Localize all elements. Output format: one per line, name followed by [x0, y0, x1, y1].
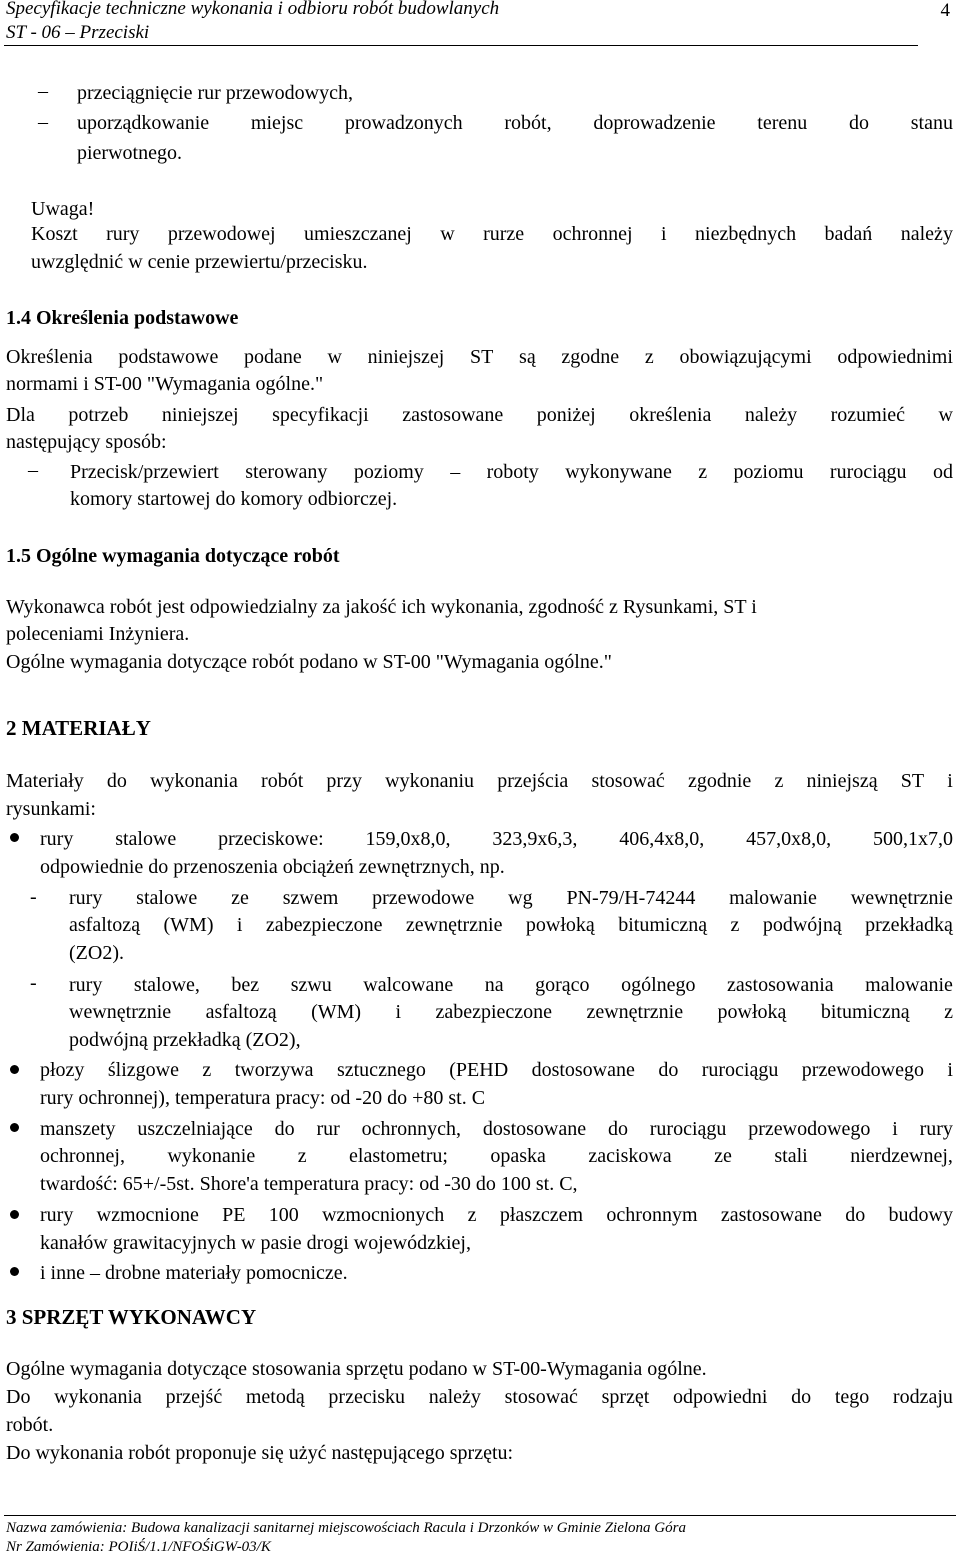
word: zewnętrznie: [586, 1001, 684, 1023]
word: przecisku: [328, 1386, 406, 1408]
bullet-line: [40, 826, 953, 852]
word: sterowany: [245, 461, 328, 483]
bullet-marker: [10, 1210, 19, 1219]
paragraph-line: [6, 402, 953, 428]
word: robót: [261, 770, 304, 792]
word: rodzaju: [892, 1386, 953, 1408]
word: poziomy: [353, 461, 424, 483]
word: podstawowe: [118, 346, 219, 368]
word: niniejszą: [806, 770, 878, 792]
footer-line: Nazwa zamówienia: Budowa kanalizacji sanitarnej miejscowościach Racula i Drzonków w Gminie Zielona Góra: [6, 1520, 686, 1536]
word: zastosowane: [402, 404, 504, 426]
word: wewnętrznie: [69, 1001, 172, 1023]
word: ogólnego: [621, 974, 696, 996]
bullet-marker: [10, 1123, 19, 1132]
word: miejsc: [250, 112, 304, 134]
word: z: [698, 461, 708, 483]
word: stosować: [591, 770, 665, 792]
header-title: Specyfikacje techniczne wykonania i odbioru robót budowlanych: [6, 0, 500, 19]
sub-item-line: [69, 912, 953, 938]
word: przewodowego: [801, 1059, 924, 1081]
word: w: [327, 346, 342, 368]
bullet-line: kanałów grawitacyjnych w pasie drogi wojewódzkiej,: [40, 1232, 471, 1254]
word: i: [947, 770, 953, 792]
word: ze: [714, 1145, 732, 1167]
word: wykonanie: [167, 1145, 256, 1167]
word: uporządkowanie: [77, 112, 210, 134]
paragraph-line: [6, 768, 953, 794]
word: (PEHD: [449, 1059, 509, 1081]
word: Dla: [6, 404, 35, 426]
word: szwem: [282, 887, 339, 909]
word: rury: [106, 223, 140, 245]
word: 500,1x7,0: [872, 828, 953, 850]
word: rury: [40, 828, 74, 850]
word: ze: [231, 887, 249, 909]
bullet-line: [40, 1057, 953, 1083]
word: stosować: [504, 1386, 578, 1408]
word: przy: [326, 770, 362, 792]
word: rozumieć: [830, 404, 905, 426]
word: z: [202, 1059, 212, 1081]
word: stalowe: [136, 887, 198, 909]
word: i: [661, 223, 667, 245]
bullet-line: [40, 1116, 953, 1142]
word: terenu: [757, 112, 808, 134]
word: przejścia: [497, 770, 569, 792]
word: –: [450, 461, 461, 483]
bullet-line: twardość: 65+/-5st. Shore'a temperatura pracy: od -30 do 100 st. C,: [40, 1173, 578, 1195]
word: w: [938, 404, 953, 426]
paragraph-line: poleceniami Inżyniera.: [6, 623, 190, 645]
word: należy: [900, 223, 953, 245]
definition-line: komory startowej do komory odbiorczej.: [70, 488, 398, 510]
word: stalowe: [115, 828, 177, 850]
word: bitumiczną: [618, 914, 708, 936]
word: asfaltozą: [69, 914, 141, 936]
word: zewnętrznie: [405, 914, 503, 936]
footer-divider: [4, 1515, 956, 1516]
word: obowiązującymi: [679, 346, 812, 368]
word: stanu: [910, 112, 953, 134]
header-divider: [4, 45, 918, 46]
section-heading: 1.4 Określenia podstawowe: [6, 307, 239, 329]
word: z: [774, 770, 784, 792]
word: do: [791, 1386, 812, 1408]
word: do: [845, 1204, 866, 1226]
word: ochronnych,: [361, 1118, 461, 1140]
word: walcowane: [363, 974, 454, 996]
word: zastosowane: [720, 1204, 822, 1226]
word: poziomu: [733, 461, 804, 483]
word: bitumiczną: [820, 1001, 910, 1023]
word: są: [519, 346, 536, 368]
note-line: uwzględnić w cenie przewiertu/przecisku.: [31, 251, 368, 273]
paragraph-line: następujący sposób:: [6, 431, 167, 453]
word: ślizgowe: [107, 1059, 179, 1081]
word: tego: [834, 1386, 870, 1408]
word: rur: [316, 1118, 340, 1140]
word: i: [892, 1118, 898, 1140]
word: przewodowego: [748, 1118, 871, 1140]
word: tworzywa: [234, 1059, 314, 1081]
paragraph-line: [6, 344, 953, 370]
word: i: [947, 1059, 953, 1081]
word: z: [467, 1204, 477, 1226]
word: szwu: [290, 974, 332, 996]
word: z: [730, 914, 740, 936]
sub-item-line: [69, 999, 953, 1025]
word: 457,0x8,0,: [746, 828, 832, 850]
word: poniżej: [536, 404, 596, 426]
word: zabezpieczone: [435, 1001, 553, 1023]
word: ochronnej: [552, 223, 633, 245]
word: powłoką: [717, 1001, 787, 1023]
word: metodą: [245, 1386, 305, 1408]
word: PE: [222, 1204, 246, 1226]
word: i: [236, 914, 243, 936]
word: odpowiednimi: [837, 346, 953, 368]
word: na: [484, 974, 504, 996]
word: zaciskowa: [588, 1145, 672, 1167]
note-line: [31, 221, 953, 247]
dash-marker: -: [30, 886, 37, 908]
list-item-line: [77, 110, 953, 136]
word: rurociągu: [649, 1118, 727, 1140]
word: odpowiedni: [673, 1386, 768, 1408]
word: powłoką: [525, 914, 595, 936]
word: z: [297, 1145, 307, 1167]
page-number: 4: [940, 0, 950, 21]
word: płozy: [40, 1059, 85, 1081]
word: do: [274, 1118, 295, 1140]
word: ST: [900, 770, 925, 792]
bullet-line: rury ochronnej), temperatura pracy: od -20 do +80 st. C: [40, 1087, 486, 1109]
word: rury: [919, 1118, 953, 1140]
word: wykonania: [54, 1386, 142, 1408]
dash-marker: –: [28, 459, 38, 481]
sub-item-line: podwójną przekładką (ZO2),: [69, 1029, 301, 1051]
word: elastometru;: [349, 1145, 448, 1167]
word: Do: [6, 1386, 31, 1408]
paragraph-line: robót.: [6, 1414, 54, 1436]
word: 159,0x8,0,: [365, 828, 451, 850]
word: (WM): [311, 1001, 362, 1023]
paragraph-line: Ogólne wymagania dotyczące robót podano w ST-00 "Wymagania ogólne.": [6, 651, 612, 673]
word: wykonania: [150, 770, 238, 792]
word: Materiały: [6, 770, 84, 792]
word: od: [932, 461, 953, 483]
word: niniejszej: [367, 346, 445, 368]
word: gorąco: [535, 974, 590, 996]
bullet-marker: [10, 1065, 19, 1074]
paragraph-line: normami i ST-00 "Wymagania ogólne.": [6, 373, 324, 395]
word: 323,9x6,3,: [492, 828, 578, 850]
dash-marker: –: [38, 111, 48, 133]
section-heading: 2 MATERIAŁY: [6, 716, 151, 740]
word: roboty: [486, 461, 539, 483]
definition-line: [70, 459, 953, 485]
bullet-line: odpowiednie do przenoszenia obciążeń zewnętrznych, np.: [40, 856, 505, 878]
word: opaska: [490, 1145, 546, 1167]
word: PN-79/H-74244: [566, 887, 696, 909]
word: zastosowania: [727, 974, 834, 996]
list-item-continuation: pierwotnego.: [77, 142, 182, 164]
paragraph-line: Wykonawca robót jest odpowiedzialny za jakość ich wykonania, zgodność z Rysunkami, ST i: [6, 596, 757, 618]
word: podane: [244, 346, 302, 368]
word: i: [395, 1001, 402, 1023]
word: Koszt: [31, 223, 78, 245]
word: rurze: [483, 223, 525, 245]
sub-item-line: [69, 885, 953, 911]
bullet-line: [40, 1143, 953, 1169]
bullet-marker: [10, 833, 19, 842]
word: asfaltozą: [205, 1001, 277, 1023]
sub-item-line: (ZO2).: [69, 942, 124, 964]
footer-line: Nr Zamówienia: POIiŚ/1.1/NFOŚiGW-03/K: [6, 1539, 271, 1555]
word: do: [607, 1118, 628, 1140]
word: manszety: [40, 1118, 116, 1140]
word: przekładką: [865, 914, 953, 936]
word: 406,4x8,0,: [619, 828, 705, 850]
word: potrzeb: [68, 404, 129, 426]
word: rury: [69, 974, 103, 996]
word: Określenia: [6, 346, 93, 368]
word: budowy: [888, 1204, 953, 1226]
word: nierdzewnej,: [850, 1145, 953, 1167]
word: stali: [774, 1145, 808, 1167]
word: płaszczem: [499, 1204, 584, 1226]
section-heading: 1.5 Ogólne wymagania dotyczące robót: [6, 545, 340, 567]
word: rury: [69, 887, 103, 909]
word: wzmocnione: [96, 1204, 199, 1226]
word: wykonaniu: [385, 770, 475, 792]
word: należy: [744, 404, 798, 426]
word: przewodowe: [372, 887, 475, 909]
word: niniejszej: [161, 404, 239, 426]
word: przewodowej: [167, 223, 276, 245]
word: stalowe,: [133, 974, 200, 996]
paragraph-line: Ogólne wymagania dotyczące stosowania sprzętu podano w ST-00-Wymagania ogólne.: [6, 1358, 707, 1380]
bullet-marker: [10, 1267, 19, 1276]
word: wg: [508, 887, 533, 909]
header-subtitle: ST - 06 – Przeciski: [6, 22, 150, 43]
word: Przecisk/przewiert: [70, 461, 219, 483]
word: wzmocnionych: [322, 1204, 445, 1226]
sub-item-line: [69, 972, 953, 998]
word: malowanie: [729, 887, 817, 909]
word: wykonywane: [565, 461, 672, 483]
list-item: przeciągnięcie rur przewodowych,: [77, 82, 353, 104]
section-heading: 3 SPRZĘT WYKONAWCY: [6, 1305, 257, 1329]
word: do: [106, 770, 127, 792]
word: ochronnej,: [40, 1145, 125, 1167]
word: zabezpieczone: [265, 914, 383, 936]
word: do: [658, 1059, 679, 1081]
dash-marker: –: [38, 80, 48, 102]
word: bez: [231, 974, 260, 996]
word: specyfikacji: [272, 404, 369, 426]
dash-marker: -: [30, 972, 37, 994]
word: do: [849, 112, 869, 134]
word: rurociągu: [701, 1059, 779, 1081]
paragraph-line: Do wykonania robót proponuje się użyć następującego sprzętu:: [6, 1442, 514, 1464]
bullet-line: i inne – drobne materiały pomocnicze.: [40, 1262, 348, 1284]
word: z: [944, 1001, 953, 1023]
word: wewnętrznie: [850, 887, 953, 909]
word: należy: [428, 1386, 481, 1408]
word: uszczelniające: [137, 1118, 253, 1140]
paragraph-line: rysunkami:: [6, 798, 96, 820]
word: z: [644, 346, 654, 368]
word: rurociągu: [829, 461, 907, 483]
word: umieszczanej: [304, 223, 412, 245]
word: 100: [268, 1204, 299, 1226]
bullet-line: [40, 1202, 953, 1228]
word: dostosowane: [482, 1118, 587, 1140]
word: doprowadzenie: [593, 112, 716, 134]
word: sprzęt: [601, 1386, 650, 1408]
word: robót,: [504, 112, 552, 134]
word: ST: [470, 346, 494, 368]
word: zgodnie: [687, 770, 752, 792]
paragraph-line: [6, 1384, 953, 1410]
word: przejść: [165, 1386, 223, 1408]
word: ochronnym: [606, 1204, 698, 1226]
word: niezbędnych: [695, 223, 797, 245]
word: malowanie: [865, 974, 953, 996]
note-label: Uwaga!: [31, 198, 95, 220]
word: rury: [40, 1204, 74, 1226]
word: podwójną: [762, 914, 842, 936]
word: dostosowane: [531, 1059, 635, 1081]
word: określenia: [629, 404, 712, 426]
word: przeciskowe:: [218, 828, 324, 850]
word: sztucznego: [336, 1059, 426, 1081]
word: w: [440, 223, 455, 245]
word: prowadzonych: [344, 112, 463, 134]
word: (WM): [163, 914, 214, 936]
word: badań: [824, 223, 873, 245]
word: zgodne: [561, 346, 620, 368]
